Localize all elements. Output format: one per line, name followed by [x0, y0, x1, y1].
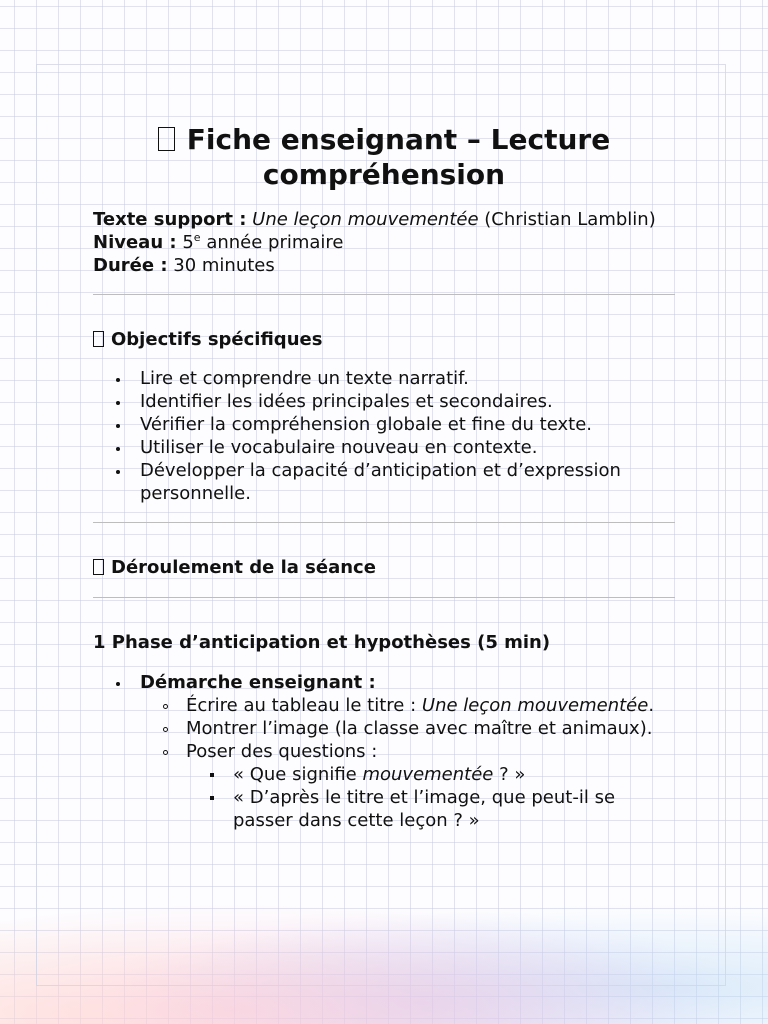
missing-glyph-icon	[93, 559, 104, 575]
list-item	[93, 740, 675, 832]
support-line	[93, 208, 675, 231]
missing-glyph-icon	[158, 127, 175, 151]
divider	[93, 522, 675, 523]
support-title: Une leçon mouvementée	[252, 209, 479, 230]
step1-end: .	[648, 695, 655, 716]
approach-steps	[93, 694, 675, 832]
list-item: Utiliser le vocabulaire nouveau en contexte.	[93, 436, 675, 459]
duration-label: Durée :	[93, 255, 168, 276]
divider	[93, 294, 675, 295]
teacher-sheet	[93, 118, 675, 832]
page-title-text: Fiche enseignant – Lecture compréhension	[186, 123, 611, 191]
step1-text: Écrire au tableau le titre :	[186, 695, 417, 716]
list-item: Développer la capacité d’anticipation et d’expression personnelle.	[93, 459, 675, 505]
level-label: Niveau :	[93, 232, 177, 253]
duration-value: 30 minutes	[173, 255, 275, 276]
phase-heading: 1 Phase d’anticipation et hypothèses (5 min)	[93, 632, 551, 653]
q1-end: ? »	[499, 764, 526, 785]
list-item	[93, 763, 675, 786]
level-number: 5	[182, 232, 194, 253]
level-line	[93, 231, 675, 254]
objectives-list	[93, 367, 675, 505]
list-item	[93, 671, 675, 832]
support-label: Texte support :	[93, 209, 247, 230]
list-item: Identifier les idées principales et secondaires.	[93, 390, 675, 413]
session-heading-text: Déroulement de la séance	[111, 557, 376, 578]
list-item	[93, 694, 675, 717]
list-item: Lire et comprendre un texte narratif.	[93, 367, 675, 390]
q1-start: « Que signifie	[233, 764, 357, 785]
list-item: Montrer l’image (la classe avec maître et animaux).	[93, 717, 675, 740]
sheet-meta	[93, 208, 675, 277]
question-list	[93, 763, 675, 832]
level-rest: année primaire	[206, 232, 344, 253]
step1-title: Une leçon mouvementée	[421, 695, 649, 716]
list-item: Vérifier la compréhension globale et fine du texte.	[93, 413, 675, 436]
step3-text: Poser des questions :	[186, 741, 378, 762]
session-heading	[93, 556, 675, 579]
page-title	[93, 122, 675, 192]
list-item: « D’après le titre et l’image, que peut-il se passer dans cette leçon ? »	[93, 786, 675, 832]
divider	[93, 597, 675, 598]
phase-list	[93, 671, 675, 832]
missing-glyph-icon	[93, 331, 104, 347]
duration-line	[93, 254, 675, 277]
objectives-heading-text: Objectifs spécifiques	[111, 329, 323, 350]
objectives-heading	[93, 328, 675, 351]
q1-word: mouvementée	[362, 764, 494, 785]
support-author: (Christian Lamblin)	[484, 209, 656, 230]
level-sup: e	[193, 231, 201, 244]
approach-label: Démarche enseignant :	[140, 672, 376, 693]
